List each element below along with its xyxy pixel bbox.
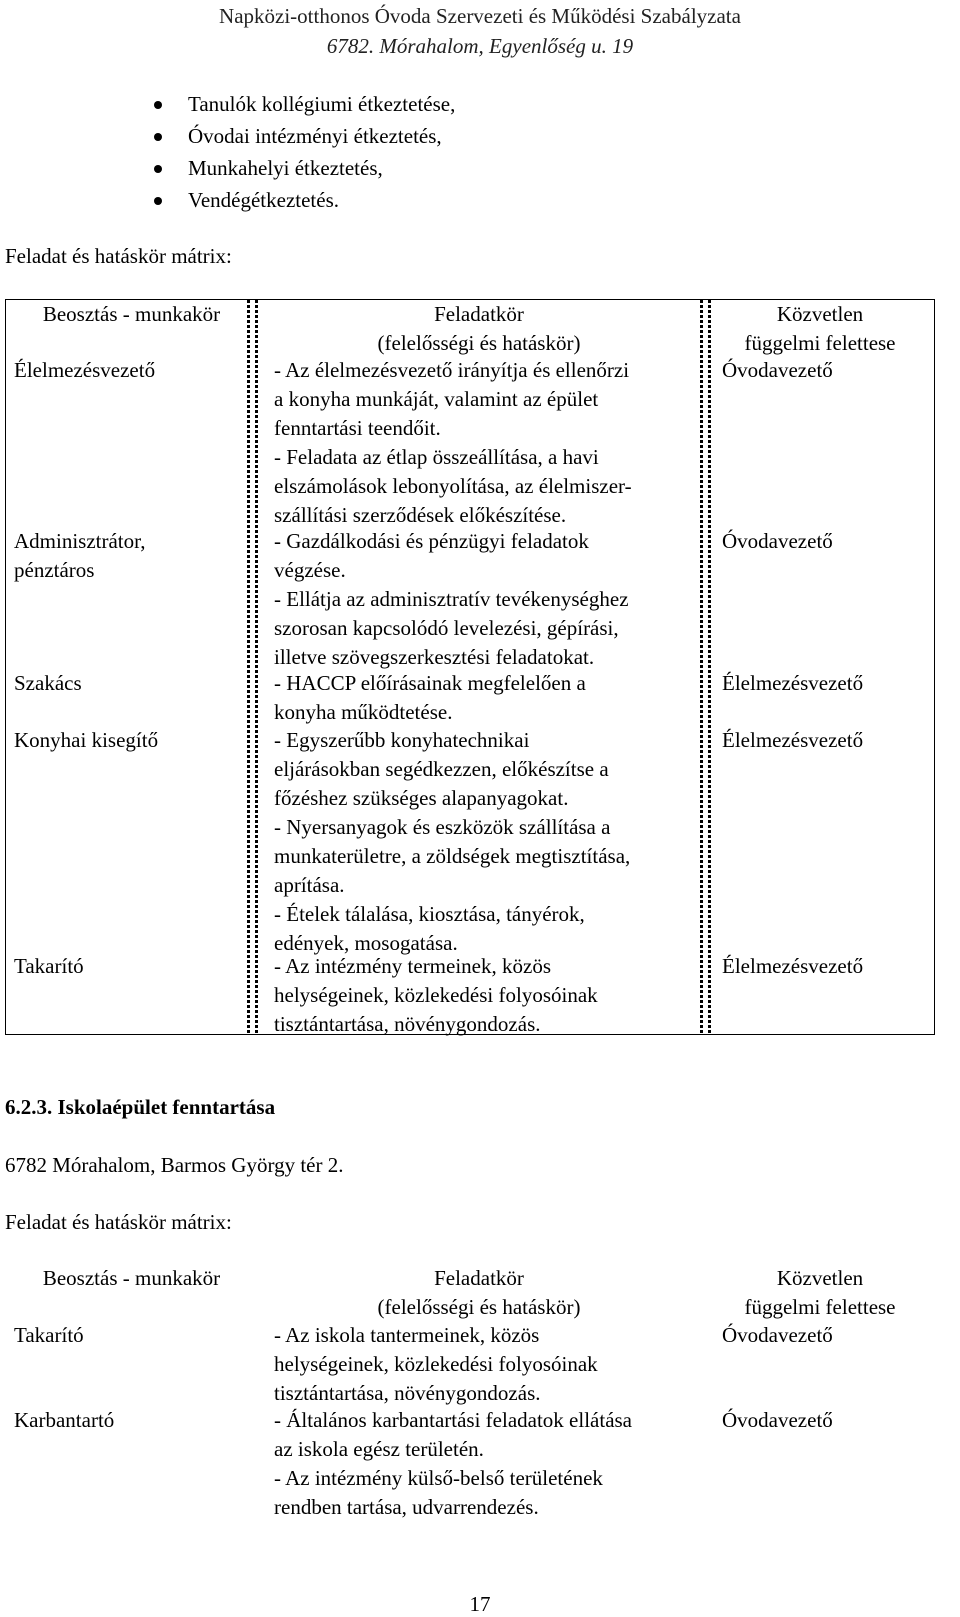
bullet-icon xyxy=(154,101,162,109)
table-row-tasks: - Gazdálkodási és pénzügyi feladatok végzése. - Ellátja az adminisztratív tevékenységhez szorosan kapcsolódó levelezési, gépírási, illetve szövegszerkesztési feladatokat. xyxy=(274,529,629,669)
column-separator xyxy=(700,300,711,1034)
table-row-supervisor: Óvodavezető xyxy=(722,529,833,553)
table-row-tasks: - Az élelmezésvezető irányítja és ellenőrzi a konyha munkáját, valamint az épület fenntartási teendőit. - Feladata az étlap összeállítása, a havi elszámolások lebonyolítása, az élelmiszer- szállítási szerződések előkészítése. xyxy=(274,358,632,527)
col-header-supervisor: Közvetlen függelmi felettese xyxy=(744,302,896,355)
table-row-supervisor: Óvodavezető xyxy=(722,1323,833,1347)
table-row-role: Szakács xyxy=(14,671,82,695)
bullet-icon xyxy=(154,197,162,205)
list-item: Tanulók kollégiumi étkeztetése, xyxy=(150,90,455,122)
document-header-title: Napközi-otthonos Óvoda Szervezeti és Működési Szabályzata xyxy=(219,4,741,28)
bullet-icon xyxy=(154,165,162,173)
list-item: Vendégétkeztetés. xyxy=(150,186,455,218)
table-row-role: Takarító xyxy=(14,954,84,978)
table-row-role: Karbantartó xyxy=(14,1408,115,1432)
table-row-role: Konyhai kisegítő xyxy=(14,728,159,752)
table-row-tasks: - Az iskola tantermeinek, közös helységeinek, közlekedési folyosóinak tisztántartása, növénygondozás. xyxy=(274,1323,598,1405)
table-row-supervisor: Óvodavezető xyxy=(722,358,833,382)
page-number: 17 xyxy=(469,1592,491,1616)
section-address: 6782 Mórahalom, Barmos György tér 2. xyxy=(5,1153,344,1177)
table-row-supervisor: Élelmezésvezető xyxy=(722,954,864,978)
table-row-supervisor: Élelmezésvezető xyxy=(722,671,864,695)
column-separator xyxy=(247,300,258,1034)
matrix1-title: Feladat és hatáskör mátrix: xyxy=(5,244,232,268)
table-row-supervisor: Élelmezésvezető xyxy=(722,728,864,752)
col-header-role: Beosztás - munkakör xyxy=(42,302,221,326)
table-row-role: Adminisztrátor, pénztáros xyxy=(14,529,146,582)
table-row-tasks: - Egyszerűbb konyhatechnikai eljárásokban segédkezzen, előkészítse a főzéshez szükséges alapanyagokat. - Nyersanyagok és eszközök szállítása a munkaterületre, a zöldségek megtisztítása, aprítása. - Ételek tálalása, kiosztása, tányérok, edények, mosogatása. xyxy=(274,728,631,955)
list-item: Óvodai intézményi étkeztetés, xyxy=(150,122,455,154)
document-header-address: 6782. Mórahalom, Egyenlőség u. 19 xyxy=(326,34,634,58)
col-header-supervisor: Közvetlen függelmi felettese xyxy=(744,1266,896,1319)
col-header-role: Beosztás - munkakör xyxy=(42,1266,221,1290)
bullet-icon xyxy=(154,133,162,141)
catering-list xyxy=(150,90,455,218)
section-heading: 6.2.3. Iskolaépület fenntartása xyxy=(5,1095,276,1119)
matrix2-title: Feladat és hatáskör mátrix: xyxy=(5,1210,232,1234)
table-row-tasks: - HACCP előírásainak megfelelően a konyha működtetése. xyxy=(274,671,586,724)
col-header-tasks: Feladatkör (felelősségi és hatáskör) xyxy=(377,1266,581,1319)
table-row-role: Élelmezésvezető xyxy=(14,358,156,382)
list-item: Munkahelyi étkeztetés, xyxy=(150,154,455,186)
col-header-tasks: Feladatkör (felelősségi és hatáskör) xyxy=(377,302,581,355)
table-row-supervisor: Óvodavezető xyxy=(722,1408,833,1432)
table-row-tasks: - Általános karbantartási feladatok ellátása az iskola egész területén. - Az intézmény külső-belső területének rendben tartása, udvarrendezés. xyxy=(274,1408,633,1519)
table-row-tasks: - Az intézmény termeinek, közös helységeinek, közlekedési folyosóinak tisztántartása, növénygondozás. xyxy=(274,954,598,1036)
table-row-role: Takarító xyxy=(14,1323,84,1347)
